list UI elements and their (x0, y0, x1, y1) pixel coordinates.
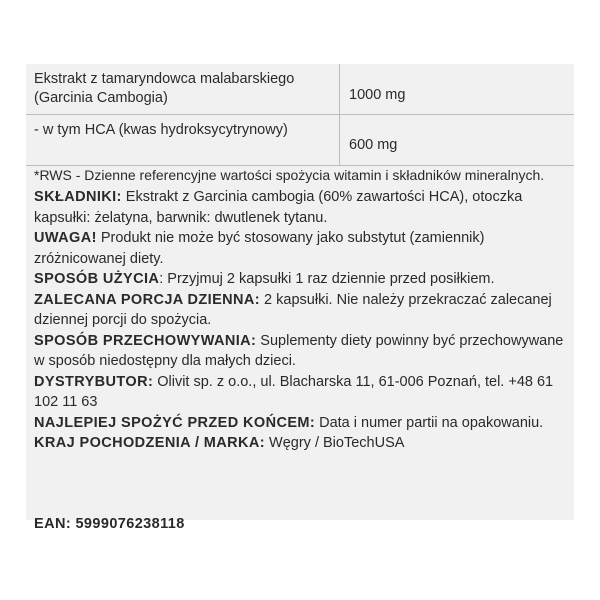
supplement-label (26, 64, 574, 532)
ingredient-name: Ekstrakt z tamaryndowca malabarskiego (Garcinia Cambogia) (34, 71, 295, 106)
daily-portion-section (34, 290, 570, 331)
section-text: Węgry / BioTechUSA (265, 435, 405, 451)
section-heading: SPOSÓB UŻYCIA (34, 271, 160, 287)
ingredient-amount: 600 mg (349, 137, 398, 153)
section-heading: NAJLEPIEJ SPOŻYĆ PRZED KOŃCEM: (34, 414, 316, 431)
ingredients-section (34, 187, 570, 228)
section-text: 2 kapsułki. Nie należy przekraczać zalecanej dziennej porcji do spożycia. (34, 291, 552, 328)
ingredient-amount: 1000 mg (349, 87, 406, 103)
warning-section (34, 228, 570, 269)
section-text: Suplementy diety powinny być przechowywane w sposób niedostępny dla małych dzieci. (34, 332, 564, 369)
column-divider (339, 115, 340, 165)
best-before-section (34, 413, 570, 434)
cropped-ean-line (34, 512, 234, 532)
column-divider (339, 64, 340, 114)
table-row (26, 64, 574, 115)
nutrition-table (26, 64, 574, 166)
rws-footnote: *RWS - Dzienne referencyjne wartości spożycia witamin i składników mineralnych. (34, 167, 545, 183)
section-text: Data i numer partii na opakowaniu. (315, 414, 544, 431)
section-heading: SPOSÓB PRZECHOWYWANIA: (34, 332, 257, 349)
origin-brand-section (34, 433, 570, 454)
section-text: Produkt nie może być stosowany jako substytut (zamiennik) zróżnicowanej diety. (34, 230, 485, 267)
section-heading: ZALECANA PORCJA DZIENNA: (34, 291, 261, 308)
table-row (26, 115, 574, 166)
label-text-block (34, 166, 570, 454)
ean-text: EAN: 5999076238118 (34, 516, 185, 532)
section-heading: KRAJ POCHODZENIA / MARKA: (34, 435, 265, 451)
section-heading: UWAGA! (34, 230, 97, 246)
section-text: : Przyjmuj 2 kapsułki 1 raz dziennie przed posiłkiem. (159, 271, 495, 287)
section-text: Olivit sp. z o.o., ul. Blacharska 11, 61-006 Poznań, tel. +48 61 102 11 63 (34, 373, 554, 410)
storage-section (34, 331, 570, 372)
ingredient-name: - w tym HCA (kwas hydroksycytrynowy) (34, 122, 288, 138)
section-heading: SKŁADNIKI: (34, 189, 122, 205)
usage-section (34, 269, 570, 290)
distributor-section (34, 372, 570, 413)
section-text: Ekstrakt z Garcinia cambogia (60% zawartości HCA), otoczka kapsułki: żelatyna, barwnik: dwutlenek tytanu. (34, 189, 523, 226)
section-heading: DYSTRYBUTOR: (34, 373, 154, 390)
